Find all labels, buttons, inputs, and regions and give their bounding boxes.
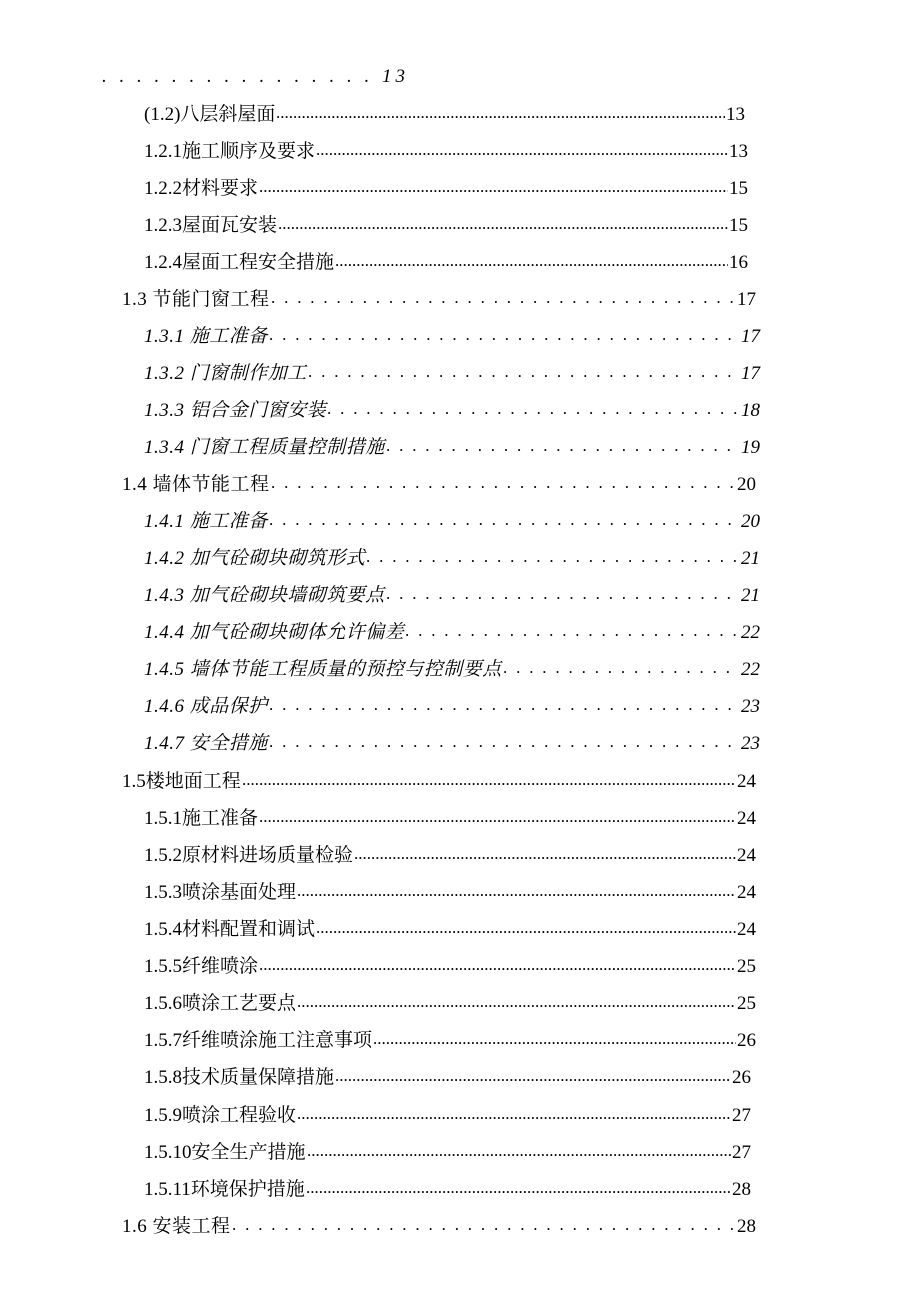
toc-leader-dots (386, 584, 740, 608)
toc-leader-dots (335, 251, 728, 275)
toc-entry[interactable] (144, 140, 748, 164)
toc-entry[interactable] (144, 251, 748, 275)
toc-entry-title: 1.5楼地面工程 (122, 771, 241, 792)
toc-leader-dots (269, 695, 740, 719)
toc-leader-dots (354, 844, 736, 868)
toc-entry[interactable] (144, 658, 760, 682)
toc-entry-page-number: 23 (741, 733, 760, 754)
toc-entry[interactable] (144, 177, 748, 201)
toc-leader-dots (269, 325, 740, 349)
toc-entry-page-number: 27 (732, 1105, 751, 1126)
toc-entry-title: 1.5.2原材料进场质量检验 (144, 845, 354, 866)
toc-continuation-fragment: . . . . . . . . . . . . . . . . 13 (102, 66, 409, 87)
toc-leader-dots (269, 510, 740, 534)
toc-entry-title: 1.5.5纤维喷涂 (144, 956, 259, 977)
toc-leader-dots (503, 658, 740, 682)
toc-entry-title: (1.2)八层斜屋面 (144, 104, 276, 125)
toc-entry-page-number: 17 (741, 326, 760, 347)
toc-entry[interactable] (122, 1215, 756, 1239)
toc-entry-title: 1.5.1施工准备 (144, 808, 259, 829)
toc-entry[interactable] (144, 214, 748, 238)
toc-entry[interactable] (122, 473, 756, 497)
toc-entry-page-number: 15 (729, 215, 748, 236)
toc-entry-page-number: 16 (729, 252, 748, 273)
toc-entry[interactable] (144, 807, 756, 831)
toc-leader-dots (232, 1215, 736, 1239)
toc-entry-title: 1.5.9喷涂工程验收 (144, 1105, 297, 1126)
toc-entry[interactable] (144, 362, 760, 386)
toc-entry-page-number: 19 (741, 437, 760, 458)
toc-leader-dots (308, 362, 740, 386)
toc-leader-dots (316, 140, 728, 164)
toc-entry-page-number: 24 (737, 771, 756, 792)
toc-entry-title: 1.2.1施工顺序及要求 (144, 141, 316, 162)
toc-leader-dots (386, 436, 740, 460)
toc-entry-title: 1.3.4 门窗工程质量控制措施 (144, 437, 385, 458)
toc-entry[interactable] (144, 547, 760, 571)
toc-leader-dots (316, 918, 736, 942)
toc-entry-title: 1.4.1 施工准备 (144, 511, 268, 532)
toc-entry-title: 1.4.2 加气砼砌块砌筑形式 (144, 548, 366, 569)
toc-entry-page-number: 22 (741, 659, 760, 680)
toc-entry[interactable] (144, 1029, 756, 1053)
toc-leader-dots (297, 992, 736, 1016)
toc-entry-title: 1.5.6喷涂工艺要点 (144, 993, 297, 1014)
toc-entry-page-number: 26 (737, 1030, 756, 1051)
toc-entry-page-number: 27 (732, 1142, 751, 1163)
toc-leader-dots (259, 807, 736, 831)
toc-entry-page-number: 21 (741, 585, 760, 606)
toc-entry-title: 1.5.8技术质量保障措施 (144, 1067, 335, 1088)
toc-entry[interactable] (144, 510, 760, 534)
toc-entry-page-number: 22 (741, 622, 760, 643)
toc-entry-page-number: 24 (737, 808, 756, 829)
toc-entry[interactable] (144, 399, 760, 423)
toc-entry-page-number: 13 (729, 141, 748, 162)
toc-entry-title: 1.2.4屋面工程安全措施 (144, 252, 335, 273)
toc-entry-page-number: 17 (741, 363, 760, 384)
toc-entry-page-number: 17 (737, 289, 756, 310)
toc-entry[interactable] (144, 992, 756, 1016)
toc-leader-dots (271, 288, 736, 312)
toc-entry-title: 1.6 安装工程 (122, 1216, 231, 1237)
toc-leader-dots (405, 621, 740, 645)
toc-entry-title: 1.5.4材料配置和调试 (144, 919, 316, 940)
toc-entry-page-number: 21 (741, 548, 760, 569)
toc-leader-dots (307, 1141, 731, 1165)
toc-entry-page-number: 28 (732, 1179, 751, 1200)
toc-leader-dots (306, 1178, 731, 1202)
toc-entry[interactable] (144, 955, 756, 979)
toc-entry-title: 1.4 墙体节能工程 (122, 474, 270, 495)
toc-entry[interactable] (144, 1104, 751, 1128)
toc-leader-dots (366, 547, 740, 571)
toc-entry-title: 1.4.3 加气砼砌块墙砌筑要点 (144, 585, 385, 606)
toc-entry-page-number: 25 (737, 956, 756, 977)
toc-entry[interactable] (144, 436, 760, 460)
toc-entry-page-number: 15 (729, 178, 748, 199)
toc-entry[interactable] (144, 1141, 751, 1165)
toc-leader-dots (242, 770, 736, 794)
toc-entry[interactable] (144, 584, 760, 608)
toc-entry-title: 1.3.3 铝合金门窗安装 (144, 400, 327, 421)
toc-entry[interactable] (144, 621, 760, 645)
toc-entry-title: 1.4.5 墙体节能工程质量的预控与控制要点 (144, 659, 502, 680)
toc-entry-title: 1.2.2材料要求 (144, 178, 259, 199)
toc-entry[interactable] (144, 325, 760, 349)
toc-entry-title: 1.2.3屋面瓦安装 (144, 215, 278, 236)
toc-entry[interactable] (144, 844, 756, 868)
toc-entry[interactable] (144, 103, 745, 127)
toc-leader-dots (297, 1104, 731, 1128)
toc-entry[interactable] (144, 695, 760, 719)
toc-leader-dots (269, 732, 740, 756)
toc-entry-title: 1.5.3喷涂基面处理 (144, 882, 297, 903)
toc-entry-page-number: 23 (741, 696, 760, 717)
toc-entry-page-number: 26 (732, 1067, 751, 1088)
toc-entry[interactable] (144, 732, 760, 756)
toc-entry-title: 1.4.4 加气砼砌块砌体允许偏差 (144, 622, 405, 643)
toc-entry-page-number: 24 (737, 919, 756, 940)
toc-leader-dots (335, 1066, 731, 1090)
toc-entry-page-number: 13 (726, 104, 745, 125)
toc-leader-dots (373, 1029, 736, 1053)
toc-leader-dots (276, 103, 725, 127)
toc-entry-title: 1.5.11环境保护措施 (144, 1179, 305, 1200)
toc-leader-dots (259, 955, 736, 979)
toc-entry-page-number: 20 (741, 511, 760, 532)
toc-entry-page-number: 24 (737, 845, 756, 866)
toc-entry[interactable] (122, 770, 756, 794)
toc-entry[interactable] (144, 1066, 751, 1090)
toc-entry-title: 1.4.7 安全措施 (144, 733, 268, 754)
toc-entry-title: 1.3.1 施工准备 (144, 326, 268, 347)
toc-entry-page-number: 24 (737, 882, 756, 903)
toc-leader-dots (297, 881, 736, 905)
toc-entry-title: 1.3 节能门窗工程 (122, 289, 270, 310)
toc-leader-dots (271, 473, 736, 497)
toc-entry-title: 1.4.6 成品保护 (144, 696, 268, 717)
toc-entry-page-number: 20 (737, 474, 756, 495)
toc-entry-page-number: 28 (737, 1216, 756, 1237)
toc-entry[interactable] (144, 1178, 751, 1202)
toc-entry-page-number: 25 (737, 993, 756, 1014)
toc-entry[interactable] (144, 881, 756, 905)
toc-leader-dots (327, 399, 740, 423)
toc-entry[interactable] (144, 918, 756, 942)
toc-entry-title: 1.5.10安全生产措施 (144, 1142, 306, 1163)
toc-entry-title: 1.5.7纤维喷涂施工注意事项 (144, 1030, 373, 1051)
toc-leader-dots (278, 214, 728, 238)
toc-entry[interactable] (122, 288, 756, 312)
toc-entry-title: 1.3.2 门窗制作加工 (144, 363, 307, 384)
toc-entry-page-number: 18 (741, 400, 760, 421)
toc-leader-dots (259, 177, 728, 201)
